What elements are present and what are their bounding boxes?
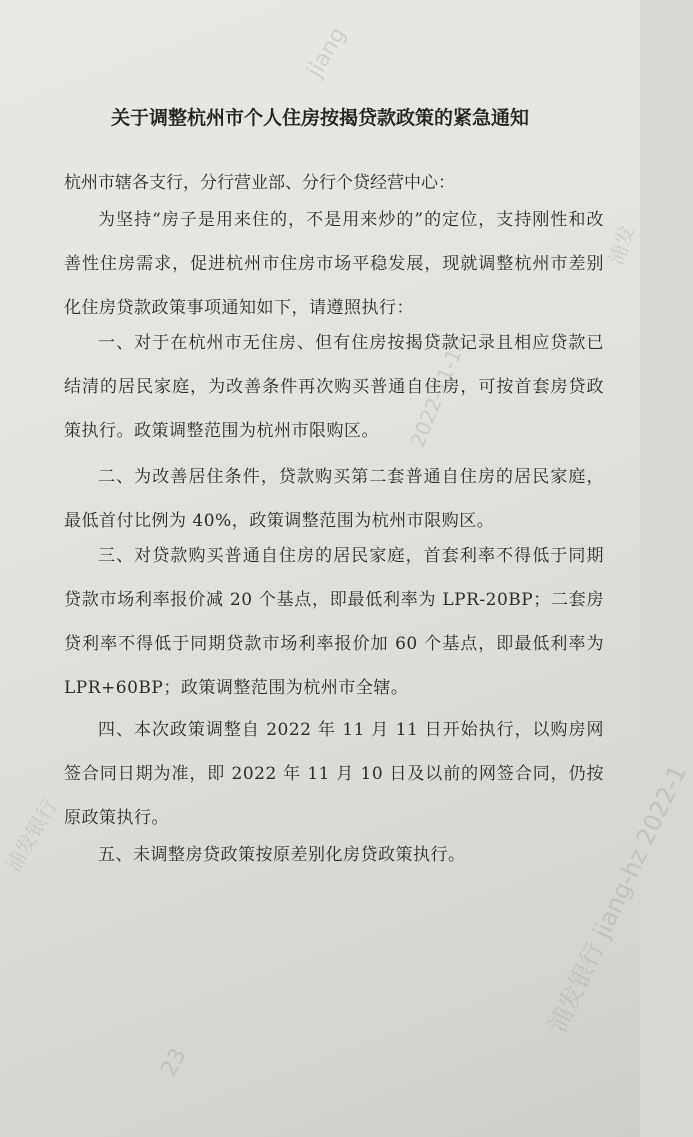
watermark: 2022-11-10 [405,333,472,451]
watermark: 浦发 [603,222,640,268]
watermark: 浦发银行 [0,794,62,876]
notice-paragraph-item-5: 五、未调整房贷政策按原差别化房贷政策执行。 [98,845,466,865]
notice-paragraph-intro: 为坚持“房子是用来住的，不是用来炒的”的定位，支持刚性和改善性住房需求，促进杭州市住房市场平稳发展，现就调整杭州市差别化住房贷款政策事项通知如下，请遵照执行： [64,210,604,318]
watermark: jiang [302,23,352,82]
notice-paragraph-item-2: 二、为改善居住条件，贷款购买第二套普通自住房的居民家庭，最低首付比例为 40%，政策调整范围为杭州市限购区。 [64,467,604,531]
notice-paragraph-item-4: 四、本次政策调整自 2022 年 11 月 11 日开始执行，以购房网签合同日期为准，即 2022 年 11 月 10 日及以前的网签合同，仍按原政策执行。 [64,720,604,828]
notice-paragraph-item-3: 三、对贷款购买普通自住房的居民家庭，首套利率不得低于同期贷款市场利率报价减 20 个基点，即最低利率为 LPR-20BP；二套房贷利率不得低于同期贷款市场利率报价加 60 个基点，即最低利率为 LPR+60BP；政策调整范围为杭州市全辖。 [64,546,604,698]
notice-paragraph-item-1: 一、对于在杭州市无住房、但有住房按揭贷款记录且相应贷款已结清的居民家庭，为改善条件再次购买普通自住房，可按首套房贷政策执行。政策调整范围为杭州市限购区。 [64,333,604,441]
notice-title: 关于调整杭州市个人住房按揭贷款政策的紧急通知 [110,107,529,129]
watermark: 23 [156,1044,192,1081]
watermark: 浦发银行 jiang-hz 2022-1 [543,760,693,1037]
notice-salutation: 杭州市辖各支行，分行营业部、分行个贷经营中心： [64,173,455,193]
